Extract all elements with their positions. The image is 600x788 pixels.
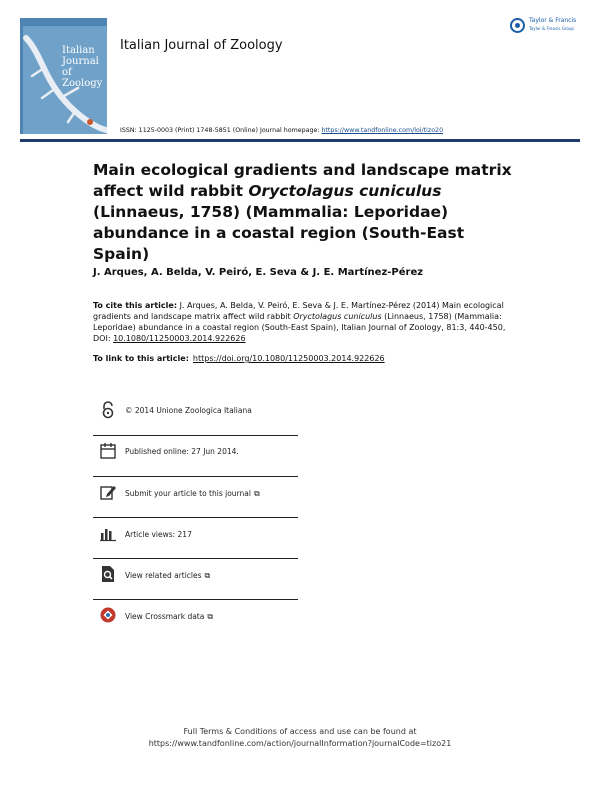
footer-terms: Full Terms & Conditions of access and use can be found at	[183, 727, 417, 736]
copyright-text: © 2014 Unione Zoologica Italiana	[125, 406, 252, 415]
publisher-logo-line2: Taylor & Francis Group	[529, 26, 574, 31]
external-link-icon: ⧉	[204, 571, 211, 580]
issn-line	[120, 127, 443, 134]
submit-link[interactable]	[125, 489, 260, 499]
issn-text: ISSN: 1125-0003 (Print) 1748-5851 (Online) Journal homepage:	[120, 127, 320, 134]
info-divider	[93, 558, 298, 559]
related-link[interactable]	[125, 571, 210, 581]
title-species: Oryctolagus cuniculus	[248, 182, 442, 200]
citation-species: Oryctolagus cuniculus	[293, 312, 382, 321]
info-divider	[93, 517, 298, 518]
crossmark-icon	[99, 606, 117, 624]
published-text: Published online: 27 Jun 2014.	[125, 447, 239, 456]
citation-label: To cite this article:	[93, 301, 178, 310]
crossmark-link[interactable]	[125, 612, 213, 622]
related-row[interactable]	[93, 563, 298, 603]
article-title	[93, 160, 513, 265]
publisher-logo-line1: Taylor & Francis	[529, 17, 577, 24]
article-link-line	[93, 354, 385, 363]
copyright-row	[93, 398, 298, 438]
crossmark-text: View Crossmark data	[125, 612, 205, 621]
publisher-mark-icon	[510, 18, 525, 33]
footer-url[interactable]: https://www.tandfonline.com/action/journalInformation?journalCode=tizo21	[148, 739, 452, 748]
views-row	[93, 522, 298, 562]
views-text: Article views: 217	[125, 530, 192, 539]
external-link-icon: ⧉	[207, 612, 214, 621]
header-divider	[20, 139, 580, 142]
submit-row[interactable]	[93, 481, 298, 521]
publisher-logo[interactable]	[510, 16, 586, 36]
journal-homepage-link[interactable]: https://www.tandfonline.com/loi/tizo20	[321, 127, 444, 134]
external-link-icon: ⧉	[253, 489, 260, 498]
citation-doi-link[interactable]: 10.1080/11250003.2014.922626	[113, 334, 246, 343]
link-label: To link to this article:	[93, 354, 189, 363]
journal-name[interactable]: Italian Journal of Zoology	[120, 38, 283, 53]
title-part1: Main ecological gradients and landscape matrix affect wild rabbit	[93, 161, 512, 200]
citation-text-2: (Linnaeus, 1758) (Mammalia: Leporidae) abundance in a coastal region (South-East Spain), Italian Journal of Zoology, 81:3, 440-450, DOI:	[93, 312, 506, 343]
article-doi-url[interactable]: https://doi.org/10.1080/11250003.2014.922626	[192, 354, 385, 363]
published-row	[93, 440, 298, 480]
search-document-icon	[99, 565, 117, 583]
journal-cover	[20, 18, 107, 134]
calendar-icon	[99, 442, 117, 460]
article-authors: J. Arques, A. Belda, V. Peiró, E. Seva & J. E. Martínez-Pérez	[93, 267, 424, 278]
bar-chart-icon	[99, 524, 117, 542]
info-divider	[93, 599, 298, 600]
citation-text-1: J. Arques, A. Belda, V. Peiró, E. Seva & J. E. Martínez-Pérez (2014) Main ecological gradients and landscape matrix affect wild rabbit	[93, 301, 504, 321]
submit-text: Submit your article to this journal	[125, 489, 251, 498]
open-access-lock-icon	[99, 401, 117, 419]
title-part2: (Linnaeus, 1758) (Mammalia: Leporidae) abundance in a coastal region (South-East Spain)	[93, 203, 465, 263]
edit-pencil-icon	[99, 483, 117, 501]
info-divider	[93, 476, 298, 477]
citation-block	[93, 300, 513, 344]
crossmark-row[interactable]	[93, 604, 298, 644]
info-divider	[93, 435, 298, 436]
related-text: View related articles	[125, 571, 202, 580]
cover-title: Italian Journal of Zoology	[62, 45, 103, 89]
